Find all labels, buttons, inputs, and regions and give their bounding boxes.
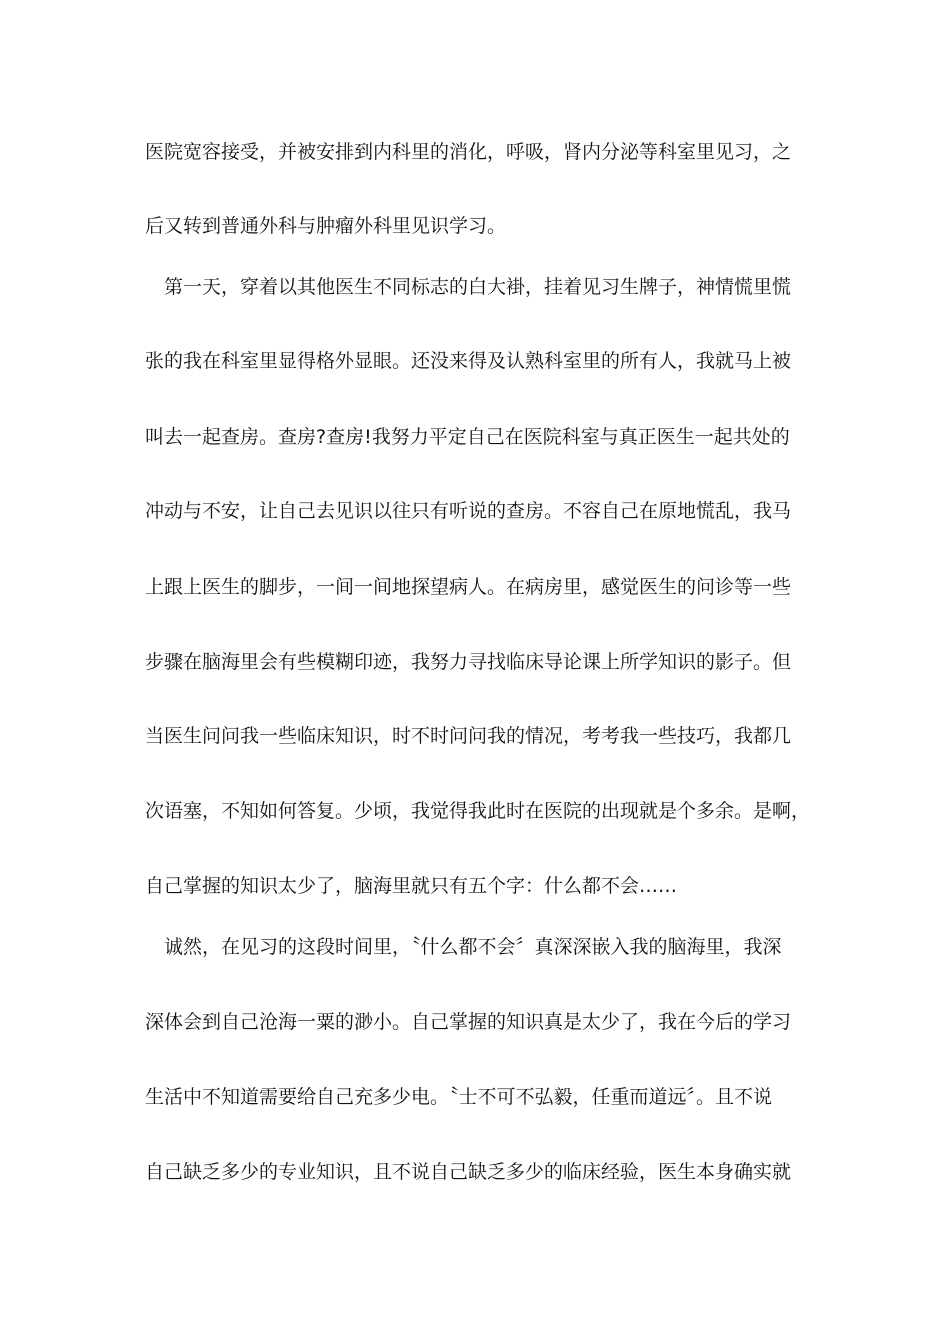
text-line: 深体会到自己沧海一粟的渺小。自己掌握的知识真是太少了，我在今后的学习: [145, 1011, 792, 1033]
text-line: 次语塞，不知如何答复。少顷，我觉得我此时在医院的出现就是个多余。是啊，: [145, 800, 811, 822]
text-line: 当医生问问我一些临床知识，时不时问问我的情况，考考我一些技巧，我都几: [145, 725, 792, 747]
text-line: 自己缺乏多少的专业知识，且不说自己缺乏多少的临床经验，医生本身确实就: [145, 1161, 792, 1183]
text-line: 后又转到普通外科与肿瘤外科里见识学习。: [145, 215, 507, 237]
text-line: 生活中不知道需要给自己充多少电。〝士不可不弘毅，任重而道远〞。且不说: [145, 1086, 773, 1108]
text-line: 诚然，在见习的这段时间里，〝什么都不会〞真深深嵌入我的脑海里，我深: [145, 936, 782, 958]
text-line: 医院宽容接受，并被安排到内科里的消化，呼吸，肾内分泌等科室里见习，之: [145, 141, 792, 163]
text-line: 叫去一起查房。查房?查房!我努力平定自己在医院科室与真正医生一起共处的: [145, 426, 790, 448]
text-line: 张的我在科室里显得格外显眼。还没来得及认熟科室里的所有人，我就马上被: [145, 350, 792, 372]
text-line: 第一天，穿着以其他医生不同标志的白大褂，挂着见习生牌子，神情慌里慌: [145, 276, 792, 298]
text-line: 自己掌握的知识太少了，脑海里就只有五个字：什么都不会……: [145, 875, 678, 897]
text-line: 步骤在脑海里会有些模糊印迹，我努力寻找临床导论课上所学知识的影子。但: [145, 651, 792, 673]
text-line: 上跟上医生的脚步，一间一间地探望病人。在病房里，感觉医生的问诊等一些: [145, 576, 792, 598]
text-line: 冲动与不安，让自己去见识以往只有听说的查房。不容自己在原地慌乱，我马: [145, 500, 792, 522]
